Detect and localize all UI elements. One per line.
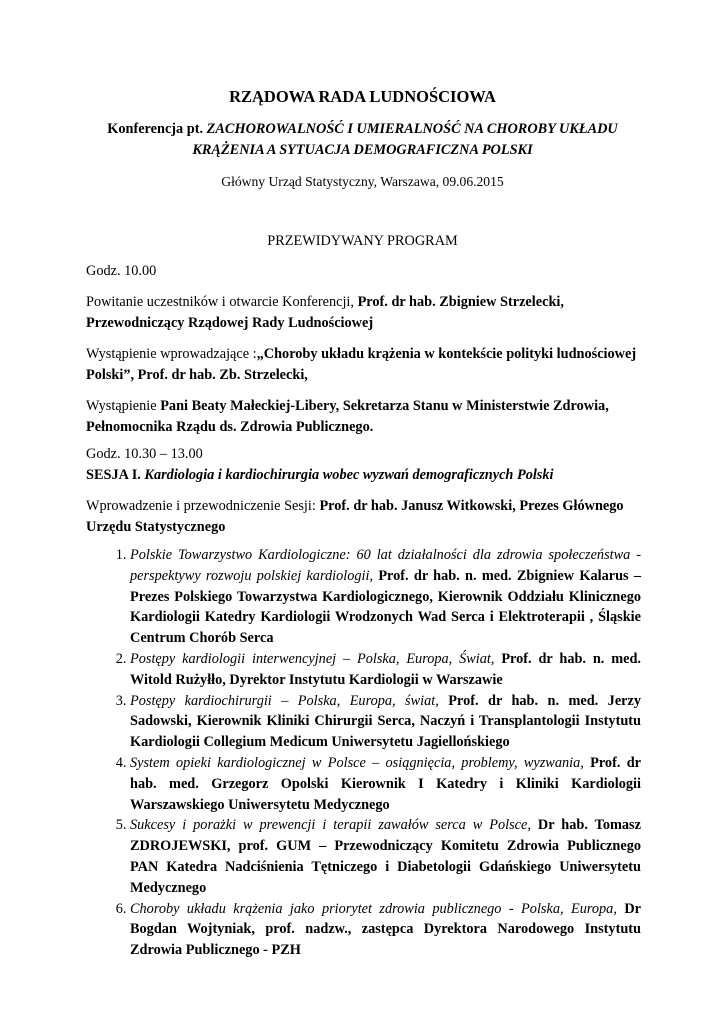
agenda-item [130, 899, 641, 961]
venue-date: Główny Urząd Statystyczny, Warszawa, 09.06.2015 [221, 174, 504, 189]
conference-prefix: Konferencja pt. [107, 121, 204, 137]
agenda-speaker: Prof. dr hab. n. med. Witold Rużyłło, Dyrektor Instytutu Kardiologii w Warszawie [130, 650, 642, 688]
agenda-speaker: Prof. dr hab. med. Grzegorz Opolski Kierownik I Katedry i Kliniki Kardiologii Warszawskiego Uniwersytetu Medycznego [130, 754, 641, 813]
agenda-item [130, 753, 641, 815]
agenda-topic: Choroby układu krążenia jako priorytet zdrowia publicznego - Polska, Europa, [130, 900, 617, 917]
session-heading [86, 465, 641, 486]
program-heading: PRZEWIDYWANY PROGRAM [267, 233, 458, 249]
intro-item [86, 344, 641, 386]
agenda-topic: System opieki kardiologicznej w Polsce – osiągnięcia, problemy, wyzwania, [130, 754, 584, 771]
chair-speaker: Prof. dr hab. Janusz Witkowski, Prezes Głównego Urzędu Statystycznego [86, 498, 624, 535]
session-label: SESJA I. [86, 467, 141, 483]
agenda-item [130, 545, 641, 649]
session-chair [86, 496, 641, 538]
speech-text: Wystąpienie [86, 398, 157, 414]
session-title: Kardiologia i kardiochirurgia wobec wyzwań demograficznych Polski [144, 467, 554, 483]
agenda-list [86, 545, 641, 961]
agenda-item [130, 691, 641, 753]
agenda-topic: Sukcesy i porażki w prewencji i terapii zawałów serca w Polsce, [130, 817, 531, 834]
agenda-topic: Postępy kardiochirurgii – Polska, Europa, świat, [130, 692, 439, 709]
welcome-item [86, 292, 641, 334]
document-title: RZĄDOWA RADA LUDNOŚCIOWA [229, 87, 496, 106]
conference-title-line2: KRĄŻENIA A SYTUACJA DEMOGRAFICZNA POLSKI [192, 142, 533, 158]
conference-title-line1: ZACHOROWALNOŚĆ I UMIERALNOŚĆ NA CHOROBY UKŁADU [206, 121, 618, 137]
welcome-text: Powitanie uczestników i otwarcie Konferencji, [86, 294, 354, 310]
agenda-speaker: Dr Bogdan Wojtyniak, prof. nadzw., zastępca Dyrektora Narodowego Instytutu Zdrowia Publicznego - PZH [130, 900, 641, 959]
agenda-topic: Postępy kardiologii interwencyjnej – Polska, Europa, Świat, [130, 650, 495, 667]
agenda-topic: Polskie Towarzystwo Kardiologiczne: 60 lat działalności dla zdrowia społeczeństwa - perspektywy rozwoju polskiej kardiologii, [130, 547, 641, 584]
welcome-speaker: Prof. dr hab. Zbigniew Strzelecki, Przewodniczący Rządowej Rady Ludnościowej [86, 294, 564, 331]
speech-item [86, 396, 641, 438]
agenda-speaker: Dr hab. Tomasz ZDROJEWSKI, prof. GUM – Przewodniczący Komitetu Zdrowia Publicznego PAN Katedra Nadciśnienia Tętniczego i Diabetologii Gdańskiego Uniwersytetu Medycznego [130, 817, 641, 896]
time-slot-2: Godz. 10.30 – 13.00 [86, 446, 203, 462]
agenda-speaker: Prof. dr hab. n. med. Zbigniew Kalarus – Prezes Polskiego Towarzystwa Kardiologicznego, Kierownik Oddziału Klinicznego Kardiologii Katedry Kardiologii Wrodzonych Wad Serca i Elektroterapii , Śląskie Centrum Chorób Serca [130, 567, 641, 647]
agenda-item [130, 815, 641, 898]
speech-speaker: Pani Beaty Małeckiej-Libery, Sekretarza Stanu w Ministerstwie Zdrowia, Pełnomocnika Rządu ds. Zdrowia Publicznego. [86, 398, 609, 435]
agenda-item [130, 649, 641, 691]
agenda-speaker: Prof. dr hab. n. med. Jerzy Sadowski, Kierownik Kliniki Chirurgii Serca, Naczyń i Transplantologii Instytutu Kardiologii Collegium Medicum Uniwersytetu Jagiellońskiego [130, 692, 641, 751]
time-slot-1: Godz. 10.00 [86, 263, 157, 279]
chair-text: Wprowadzenie i przewodniczenie Sesji: [86, 498, 316, 514]
intro-text: Wystąpienie wprowadzające : [86, 346, 257, 362]
conference-title [40, 119, 685, 161]
intro-topic: „Choroby układu krążenia w kontekście polityki ludnościowej Polski”, Prof. dr hab. Zb. Strzelecki, [86, 346, 637, 383]
